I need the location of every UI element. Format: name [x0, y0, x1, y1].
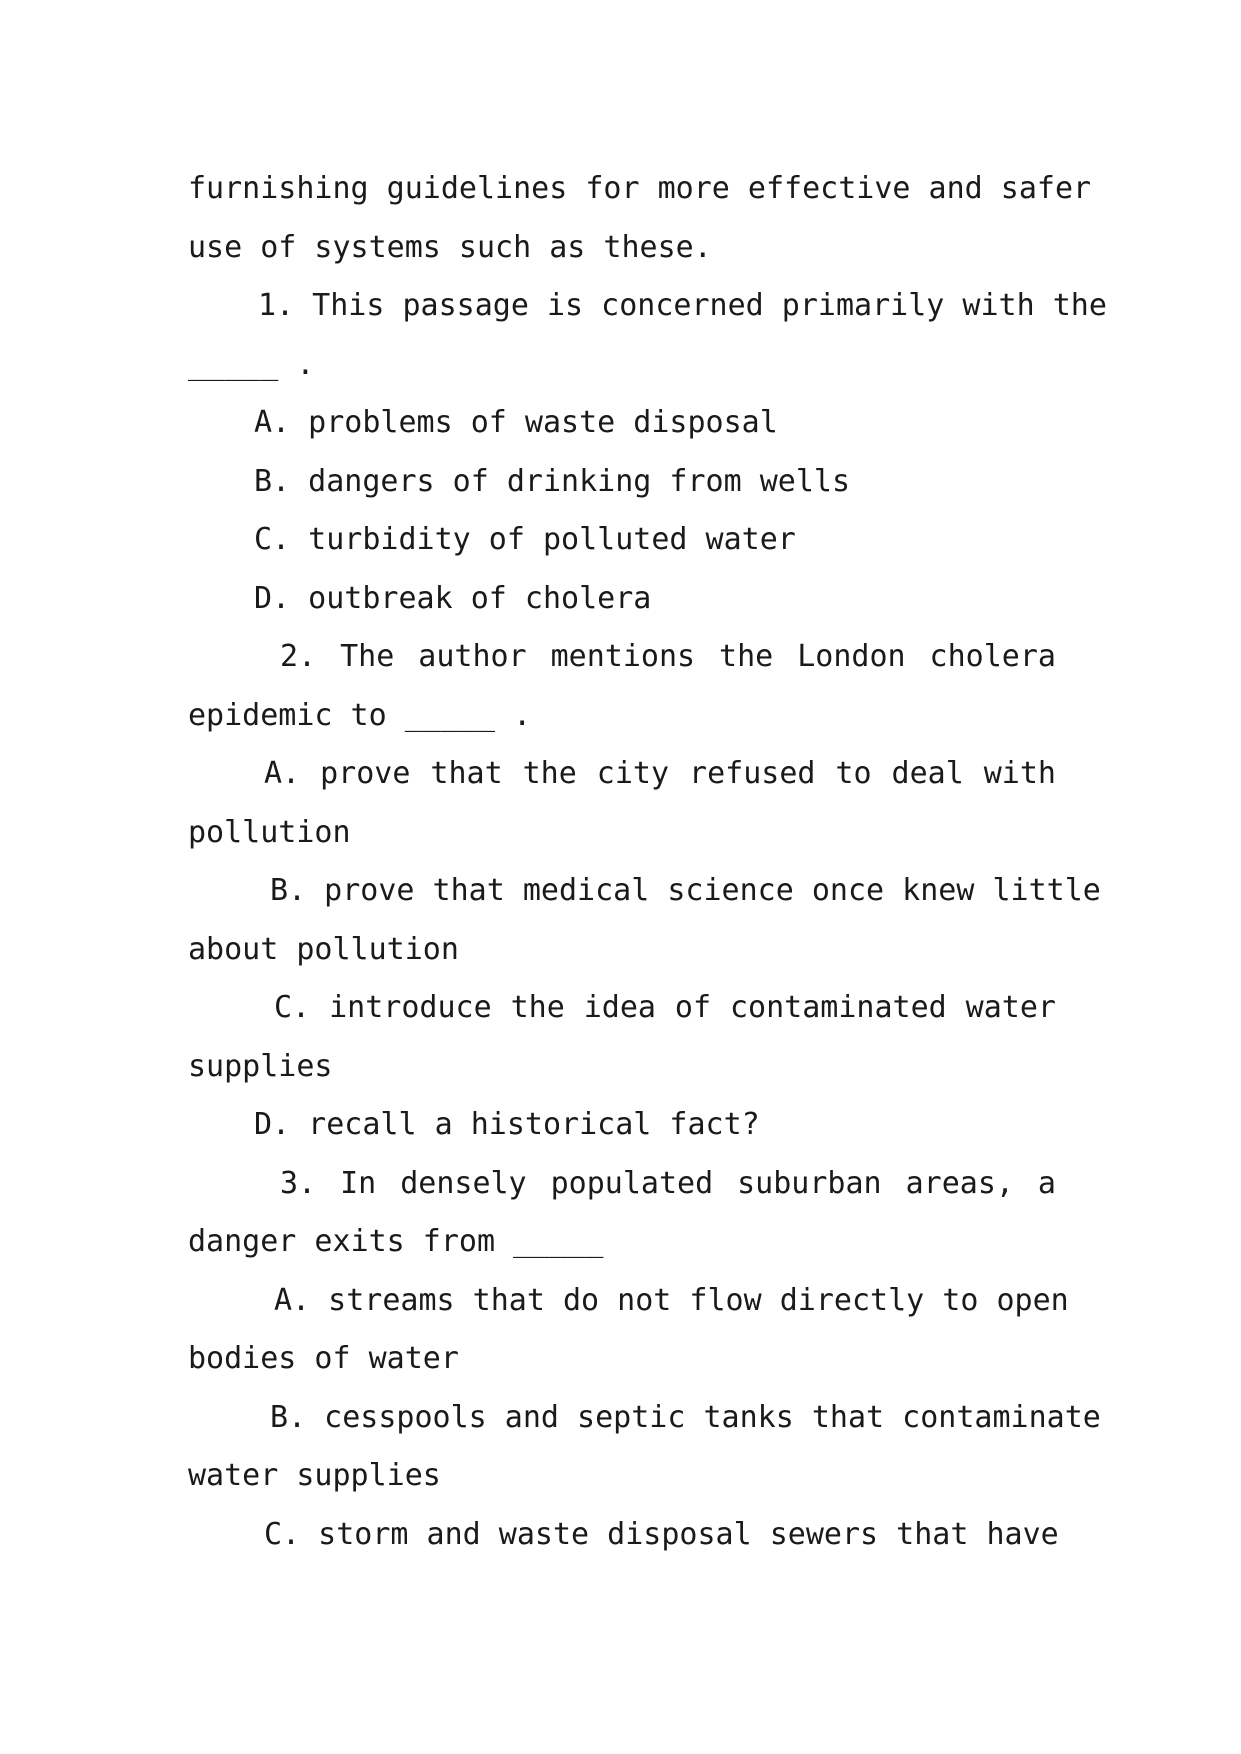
question-3-option-a: A. streams that do not flow directly to open: [274, 1282, 1069, 1318]
question-2-option-c: C. introduce the idea of contaminated water: [274, 990, 1056, 1025]
question-1-option-d: D. outbreak of cholera: [254, 580, 652, 616]
paragraph-line: use of systems such as these.: [188, 229, 712, 265]
question-3-option-a-cont: bodies of water: [188, 1341, 459, 1376]
question-1-option-c: C. turbidity of polluted water: [254, 522, 796, 557]
question-1-option-b: B. dangers of drinking from wells: [254, 463, 851, 499]
question-3-option-b-cont: water supplies: [188, 1458, 441, 1493]
question-3-stem-cont: danger exits from _____: [188, 1224, 604, 1259]
question-2-stem-cont: epidemic to _____ .: [188, 697, 532, 733]
question-1-option-a: A. problems of waste disposal: [254, 405, 778, 440]
question-2-option-a: A. prove that the city refused to deal with: [264, 756, 1056, 791]
question-2-option-d: D. recall a historical fact?: [254, 1107, 760, 1142]
question-2-option-a-cont: pollution: [188, 814, 351, 850]
question-3-option-b: B. cesspools and septic tanks that contaminate: [270, 1399, 1101, 1435]
question-2-option-c-cont: supplies: [188, 1048, 333, 1084]
question-2-stem: 2. The author mentions the London cholera: [280, 639, 1056, 674]
question-2-option-b: B. prove that medical science once knew little: [270, 873, 1101, 908]
question-3-option-c: C. storm and waste disposal sewers that have: [264, 1516, 1059, 1552]
question-2-option-b-cont: about pollution: [188, 931, 459, 967]
document-body: [188, 160, 1107, 1564]
question-1-blank: _____ .: [188, 346, 315, 382]
question-3-stem: 3. In densely populated suburban areas, a: [280, 1165, 1056, 1201]
paragraph-line: furnishing guidelines for more effective and safer: [188, 171, 1092, 206]
question-1-stem: 1. This passage is concerned primarily with the: [258, 288, 1107, 323]
